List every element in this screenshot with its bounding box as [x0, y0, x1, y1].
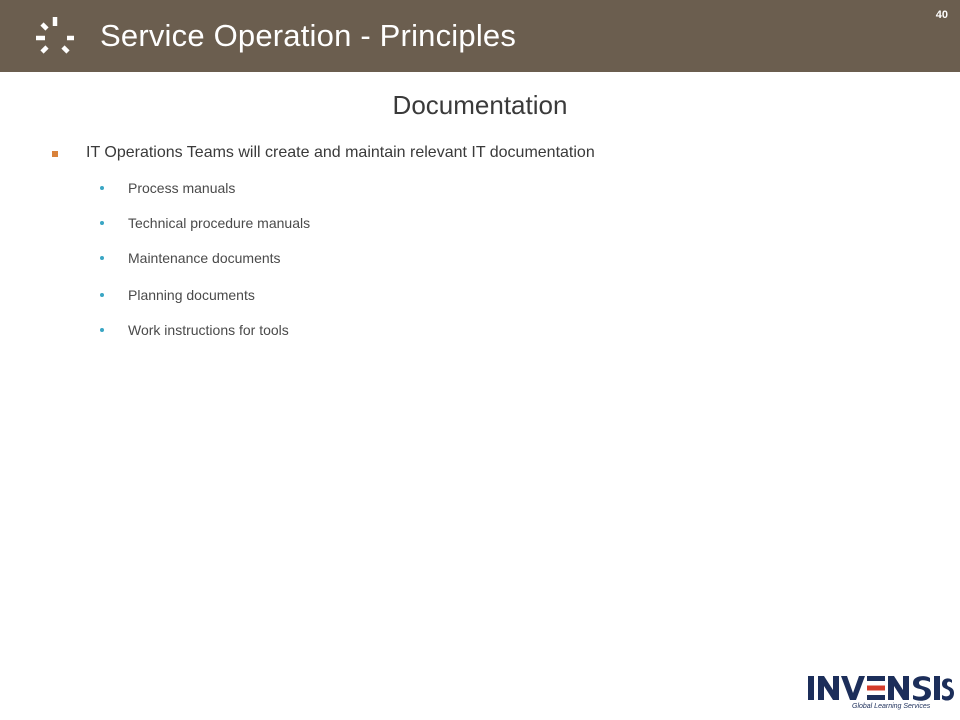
logo-wordmark [806, 672, 954, 704]
main-bullet-text: IT Operations Teams will create and maintain relevant IT documentation [86, 144, 595, 161]
dot-bullet-icon [100, 221, 104, 225]
dot-bullet-icon [100, 293, 104, 297]
list-item [100, 287, 255, 303]
spinner-icon [34, 14, 76, 56]
list-item-text: Planning documents [128, 287, 255, 303]
square-bullet-icon [52, 151, 58, 157]
list-item [100, 322, 289, 338]
list-item-text: Process manuals [128, 180, 236, 196]
dot-bullet-icon [100, 256, 104, 260]
page-title: Service Operation - Principles [100, 18, 517, 53]
list-item-text: Work instructions for tools [128, 322, 289, 338]
logo-tagline: Global Learning Services [852, 703, 931, 710]
page-number: 40 [935, 9, 948, 21]
header-bar [0, 0, 960, 72]
section-title: Documentation [392, 90, 568, 120]
list-item [100, 180, 235, 196]
list-item [100, 215, 310, 231]
list-item [100, 250, 281, 266]
list-item-text: Technical procedure manuals [128, 215, 311, 231]
dot-bullet-icon [100, 186, 104, 190]
list-item-text: Maintenance documents [128, 250, 281, 266]
main-bullet [52, 144, 595, 162]
dot-bullet-icon [100, 328, 104, 332]
invensis-logo [806, 672, 954, 716]
